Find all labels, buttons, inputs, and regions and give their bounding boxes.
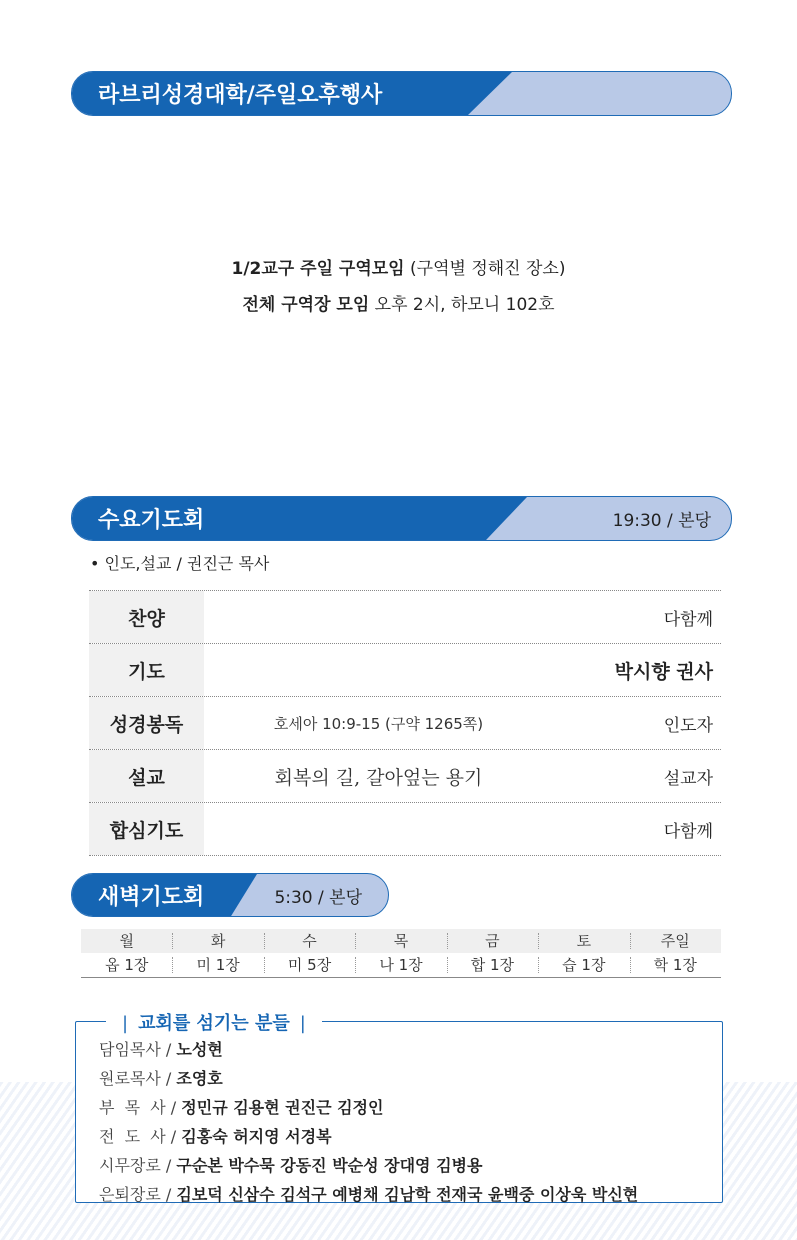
servant-role: 원로목사 /	[99, 1069, 177, 1088]
schedule-reading: 습 1장	[538, 953, 629, 977]
order-person: 인도자	[663, 715, 713, 736]
wednesday-order-table	[89, 590, 721, 856]
servant-role: 은퇴장로 /	[99, 1185, 177, 1204]
servants-title	[106, 1009, 322, 1035]
schedule-day: 월	[119, 932, 134, 950]
schedule-day: 수	[264, 929, 355, 953]
title-divider-left: |	[122, 1013, 129, 1034]
servant-line	[99, 1064, 638, 1093]
servant-line	[99, 1093, 638, 1122]
schedule-reading: 나 1장	[355, 953, 446, 977]
schedule-reading: 미 5장	[264, 953, 355, 977]
schedule-reading: 학 1장	[630, 953, 721, 977]
order-row	[89, 802, 721, 856]
order-row	[89, 590, 721, 643]
schedule-day: 목	[355, 929, 446, 953]
servants-list	[99, 1035, 638, 1209]
order-label: 설교	[89, 750, 204, 802]
schedule-day: 화	[172, 929, 263, 953]
wednesday-time: 19:30 / 본당	[612, 511, 711, 531]
servant-line	[99, 1180, 638, 1209]
servants-title-text: 교회를 섬기는 분들	[138, 1013, 290, 1034]
servant-line	[99, 1122, 638, 1151]
order-person: 박시향 권사	[614, 660, 713, 683]
servant-names: 구순본 박수묵 강동진 박순성 장대영 김병용	[176, 1156, 483, 1175]
district-meeting-line	[0, 254, 797, 279]
dawn-schedule-table	[81, 929, 721, 978]
dawn-title: 새벽기도회	[98, 884, 205, 910]
leaders-meeting-bold: 전체 구역장 모임	[242, 295, 370, 315]
section-header-bible-college	[71, 71, 732, 116]
servant-role: 담임목사 /	[99, 1040, 177, 1059]
title-divider-right: |	[299, 1013, 306, 1034]
district-meeting-rest: (구역별 정해진 장소)	[404, 259, 566, 279]
schedule-day: 금	[447, 929, 538, 953]
order-row	[89, 749, 721, 802]
section-title: 라브리성경대학/주일오후행사	[98, 83, 383, 108]
schedule-reading: 옵 1장	[105, 956, 149, 974]
order-row	[89, 696, 721, 749]
sermon-title: 회복의 길, 갈아엎는 용기	[274, 766, 483, 789]
servant-role: 시무장로 /	[99, 1156, 177, 1175]
schedule-day: 토	[538, 929, 629, 953]
schedule-days-row	[81, 929, 721, 953]
section-header-wednesday	[71, 496, 732, 541]
servant-names: 김보덕 신삼수 김석구 예병채 김남학 전재국 윤백중 이상욱 박신현	[176, 1185, 639, 1204]
servant-line	[99, 1151, 638, 1180]
order-label: 기도	[89, 644, 204, 696]
schedule-readings-row	[81, 953, 721, 977]
order-detail: 호세아 10:9-15 (구약 1265쪽)	[273, 714, 484, 733]
wednesday-title: 수요기도회	[98, 508, 205, 533]
order-label: 합심기도	[89, 803, 204, 855]
order-label: 찬양	[89, 591, 204, 643]
schedule-reading: 합 1장	[447, 953, 538, 977]
servant-role: 전 도 사 /	[99, 1127, 182, 1146]
order-label: 성경봉독	[89, 697, 204, 749]
order-person: 다함께	[663, 821, 713, 842]
wednesday-leader: • 인도,설교 / 권진근 목사	[90, 554, 270, 573]
leaders-meeting-rest: 오후 2시, 하모니 102호	[369, 295, 555, 315]
order-person: 설교자	[663, 768, 713, 789]
servant-line	[99, 1035, 638, 1064]
servant-role: 부 목 사 /	[99, 1098, 182, 1117]
servant-names: 김홍숙 허지영 서경복	[181, 1127, 332, 1146]
section-header-dawn	[71, 873, 389, 917]
servant-names: 조영호	[176, 1069, 223, 1088]
servant-names: 노성현	[176, 1040, 223, 1059]
order-row	[89, 643, 721, 696]
order-person: 다함께	[663, 609, 713, 630]
schedule-day: 주일	[630, 929, 721, 953]
district-meeting-bold: 1/2교구 주일 구역모임	[231, 259, 405, 279]
servant-names: 정민규 김용현 권진근 김정인	[181, 1098, 384, 1117]
leaders-meeting-line	[0, 290, 797, 315]
dawn-time: 5:30 / 본당	[274, 887, 362, 908]
schedule-reading: 미 1장	[172, 953, 263, 977]
